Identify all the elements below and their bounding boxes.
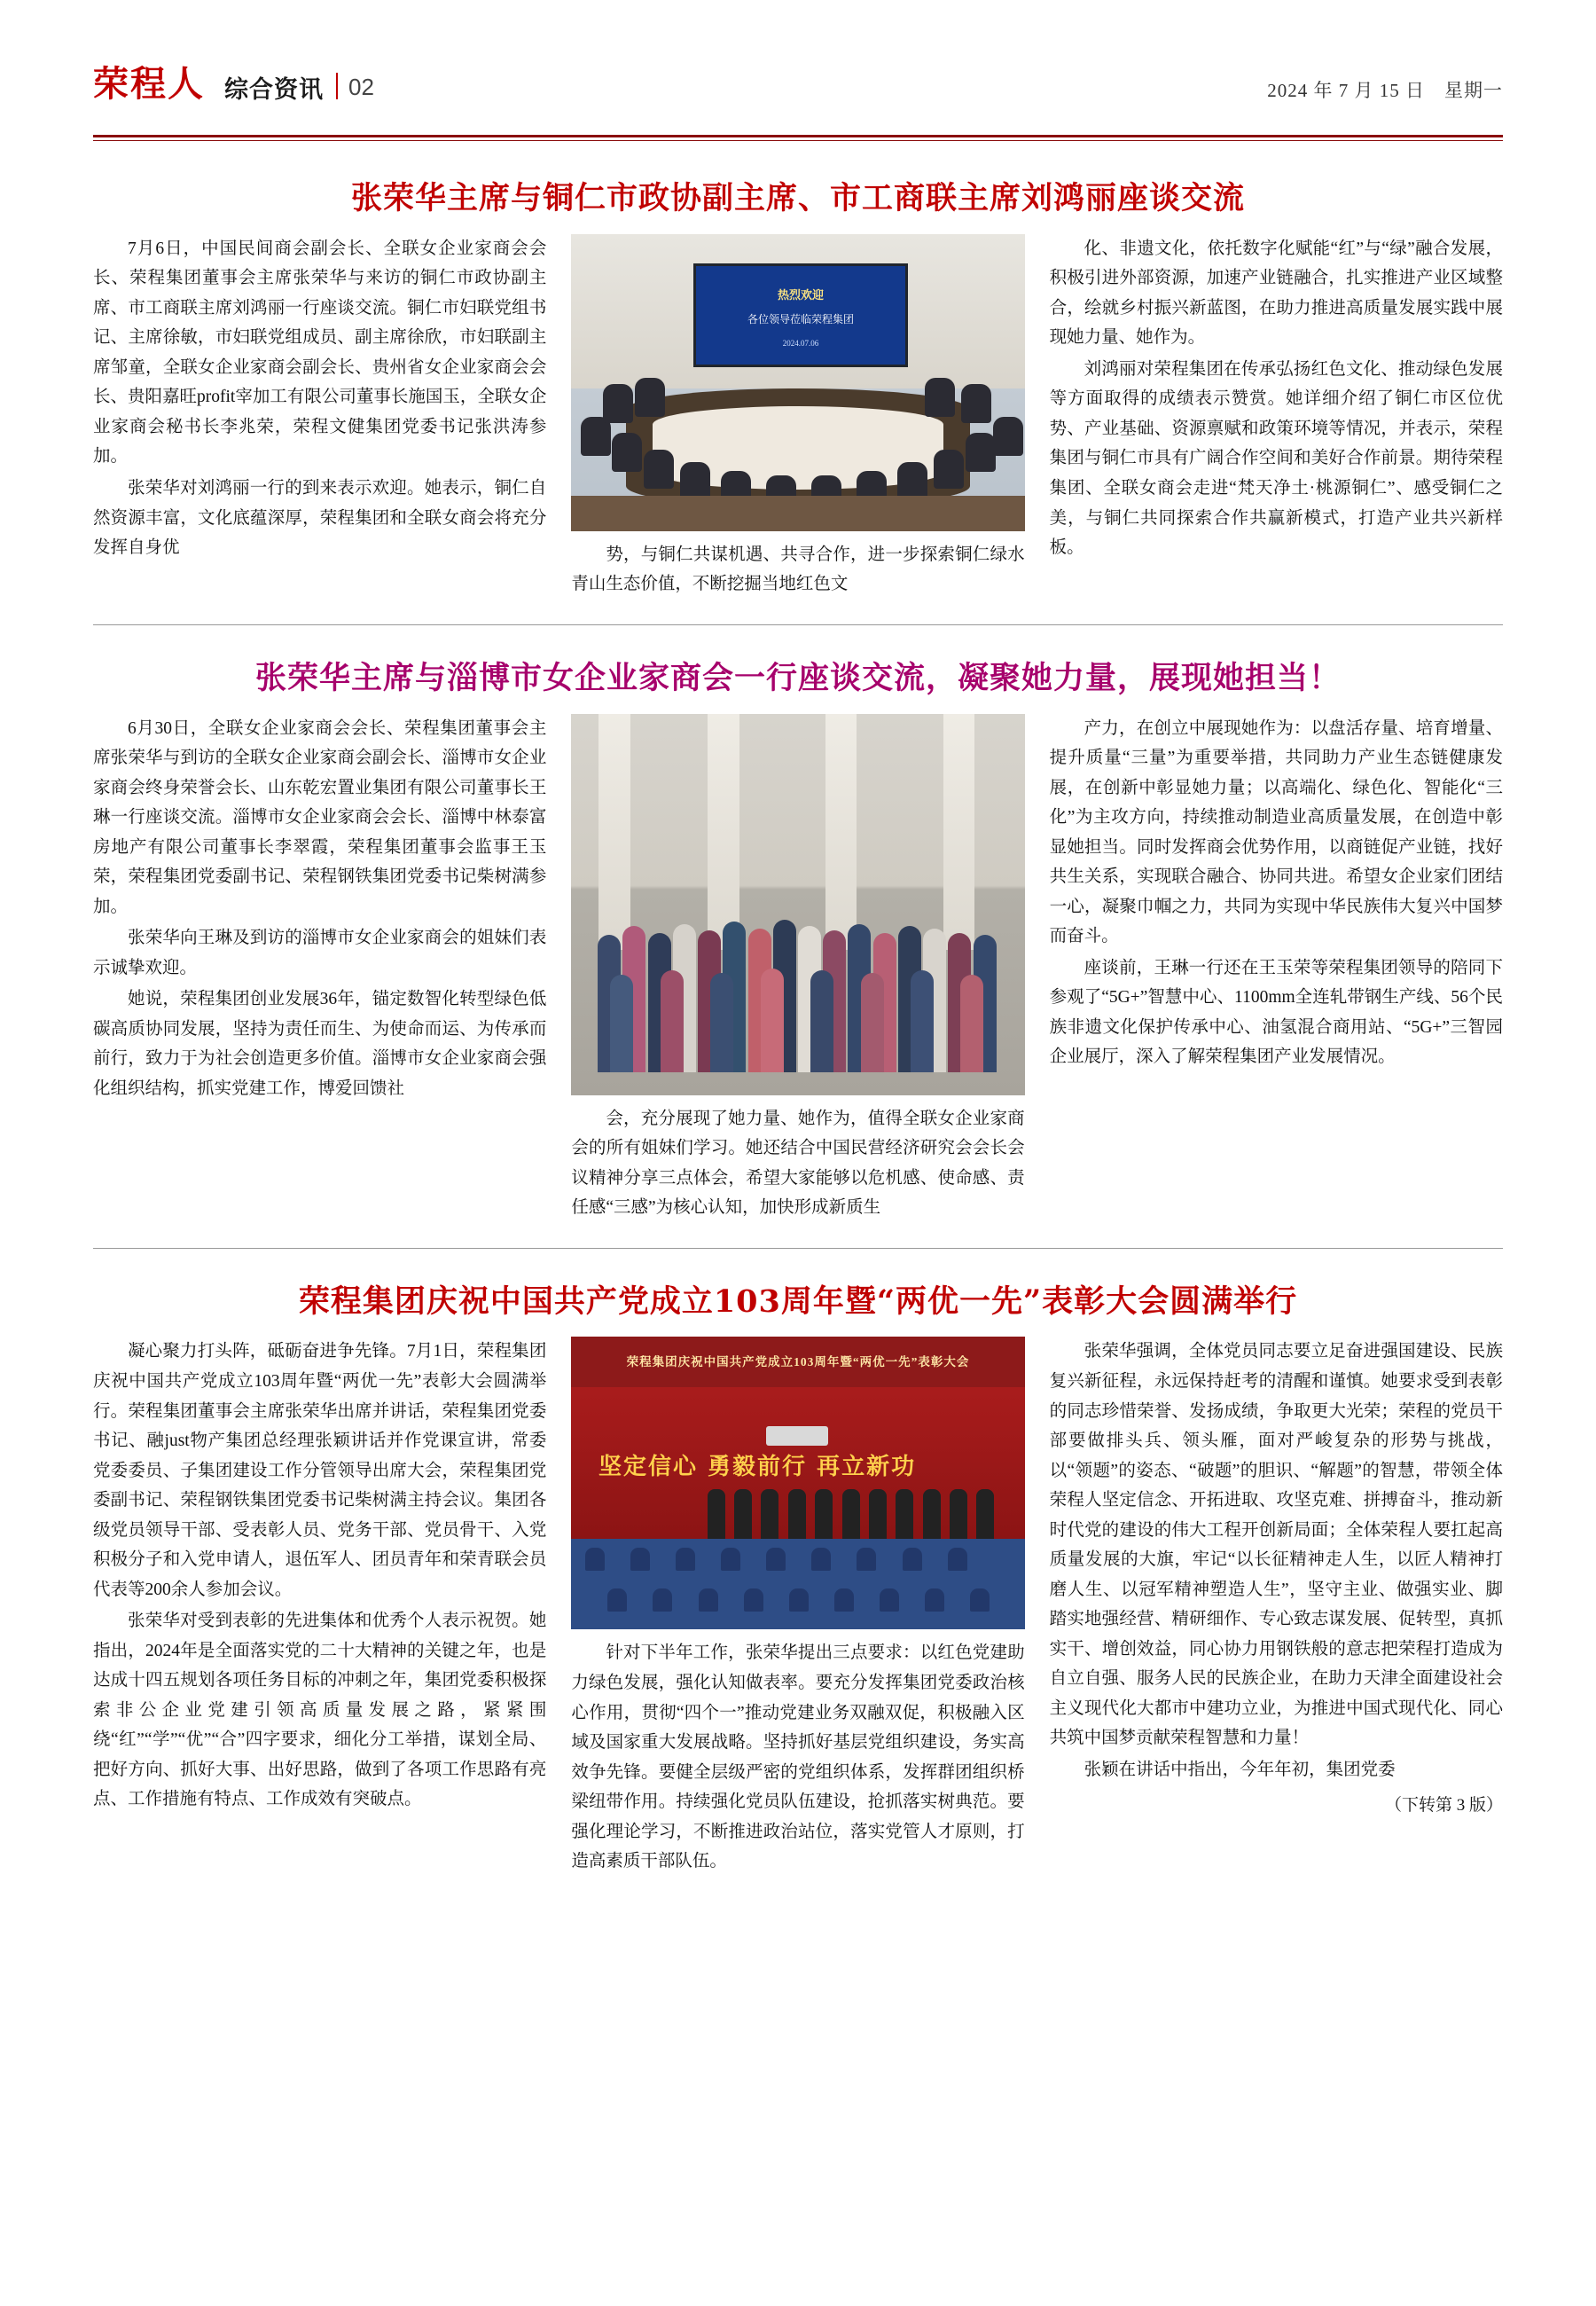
article-2 [93,625,1503,1225]
paragraph: 张荣华强调，全体党员同志要立足奋进强国建设、民族复兴新征程，永远保持赶考的清醒和谨慎。她要求受到表彰的同志珍惜荣誉、发扬成绩，争取更大光荣；荣程的党员干部要做排头兵、领头雁，面对严峻复杂的形势与挑战，以“领题”的姿态、“破题”的胆识、“解题”的智慧，带领全体荣程人坚定信念、开拓进取、攻坚克难、拼搏奋斗，推动新时代党的建设的伟大工程开创新局面；全体荣程人要扛起高质量发展的大旗，牢记“以长征精神走人生，以匠人精神打磨人生、以冠军精神塑造人生”，坚守主业、做强实业、脚踏实地强经营、精研细作、专心致志谋发展、促转型，真抓实干、增创效益，同心协力用钢铁般的意志把荣程打造成为自立自强、服务人民的民族企业，在助力天津全面建设社会主义现代化大都市中建功立业，为推进中国式现代化、同心共筑中国梦贡献荣程智慧和力量！ [1049,1342,1503,1748]
company-logo [766,1426,828,1446]
group-members [590,851,1006,1071]
paragraph: 会，充分展现了她力量、她作为，值得全联女企业家商会的所有姐妹们学习。她还结合中国民营经济研究会会长会议精神分享三点体会，希望大家能够以危机感、使命感、责任感“三感”为核心认知，加快形成新质生 [571,1109,1025,1218]
paragraph: 张荣华对刘鸿丽一行的到来表示欢迎。她表示，铜仁自然资源丰富，文化底蕴深厚，荣程集团和全联女商会将充分发挥自身优 [93,479,547,558]
article-2-col-3 [1050,714,1503,1225]
awardees-row [708,1489,1006,1539]
group-photo [571,714,1024,1095]
article-2-headline: 张荣华主席与淄博市女企业家商会一行座谈交流，凝聚她力量，展现她担当！ [254,659,1341,696]
presentation-screen [693,263,907,367]
paragraph: 化、非遗文化，依托数字化赋能“红”与“绿”融合发展，积极引进外部资源，加速产业链融合，扎实推进产业区域整合，绘就乡村振兴新蓝图，在助力推进高质量发展实践中展现她力量、她作为。 [1049,239,1503,348]
continued-note: （下转第 3 版） [1384,1796,1503,1816]
screen-welcome-line: 热烈欢迎 [777,288,824,302]
article-3-col-3 [1050,1337,1503,1878]
article-3-headline: 荣程集团庆祝中国共产党成立103周年暨“两优一先”表彰大会圆满举行 [298,1282,1298,1320]
publication-logo: 荣程人 [93,63,205,105]
article-3 [93,1249,1503,1879]
photo-floor [571,496,1024,531]
paragraph: 刘鸿丽对荣程集团在传承弘扬红色文化、推动绿色发展等方面取得的成绩表示赞赏。她详细介绍了铜仁市区位优势、产业基础、资源禀赋和政策环境等情况，并表示，荣程集团与铜仁市具有广阔合作空间和美好合作前景。期待荣程集团、全联女商会走进“梵天净土·桃源铜仁”、感受铜仁之美，与铜仁共同探索合作共赢新模式，打造产业共兴新样板。 [1049,359,1503,558]
paragraph: 6月30日，全联女企业家商会会长、荣程集团董事会主席张荣华与到访的全联女企业家商会副会长、淄博市女企业家商会终身荣誉会长、山东乾宏置业集团有限公司董事长王琳一行座谈交流。淄博市女企业家商会会长、淄博中林泰富房地产有限公司董事长李翠霞，荣程集团董事会监事王玉荣，荣程集团党委副书记、荣程钢铁集团党委书记柴树满参加。 [93,718,547,916]
masthead [93,0,1503,133]
screen-subtitle-line: 各位领导莅临荣程集团 [747,312,854,326]
paragraph: 凝心聚力打头阵，砥砺奋进争先锋。7月1日，荣程集团庆祝中国共产党成立103周年暨“两优一先”表彰大会圆满举行。荣程集团董事会主席张荣华出席并讲话，荣程集团党委书记、融just物产集团总经理张颖讲话并作党课宣讲，常委党委委员、子集团建设工作分管领导出席大会，荣程集团党委副书记、荣程钢铁集团党委书记柴树满主持会议。集团各级党员领导干部、受表彰人员、党务干部、党员骨干、入党积极分子和入党申请人，退伍军人、团员青年和荣青联会员代表等200余人参加会议。 [93,1342,547,1599]
stage-slogan: 坚定信心 勇毅前行 再立新功 [598,1454,917,1481]
article-1-col-3 [1050,234,1503,601]
article-2-col-1 [93,714,546,1225]
article-2-columns [93,714,1503,1225]
paragraph: 她说，荣程集团创业发展36年，锚定数智化转型绿色低碳高质协同发展，坚持为责任而生、为使命而运、为传承而前行，致力于为社会创造更多价值。淄博市女企业家商会强化组织结构，抓实党建工作，博爱回馈社 [93,990,547,1098]
article-2-col-2 [571,714,1024,1225]
section-title: 综合资讯 [224,75,324,103]
article-1-columns [93,234,1503,601]
paragraph: 产力，在创立中展现她作为：以盘活存量、培育增量、提升质量“三量”为重要举措，共同助力产业生态链健康发展，在创新中彰显她力量；以高端化、绿色化、智能化“三化”为主攻方向，持续推动制造业高质量发展，在创造中彰显她担当。同时发挥商会优势作用，以商链促产业链，找好共生关系，实现联合融合、协同共进。希望女企业家们团结一心，凝聚巾帼之力，共同为实现中华民族伟大复兴中国梦而奋斗。 [1049,718,1503,946]
issue-date: 2024 年 7 月 15 日 星期一 [1267,80,1503,101]
article-3-col-1 [93,1337,546,1878]
article-3-col-2 [571,1337,1024,1878]
paragraph: 针对下半年工作，张荣华提出三点要求：以红色党建助力绿色发展，强化认知做表率。要充分发挥集团党委政治核心作用，贯彻“四个一”推动党建业务双融双促，积极融入区域及国家重大发展战略。坚持抓好基层党组织建设，务实高效争先锋。要健全层级严密的党组织体系，发挥群团组织桥梁纽带作用。持续强化党员队伍建设，抢抓落实树典范。要强化理论学习，不断推进政治站位，落实党管人才原则，打造高素质干部队伍。 [571,1643,1025,1871]
paragraph: 7月6日，中国民间商会副会长、全联女企业家商会会长、荣程集团董事会主席张荣华与来访的铜仁市政协副主席、市工商联主席刘鸿丽一行座谈交流。铜仁市妇联党组书记、主席徐敏，市妇联党组成员、副主席徐欣，市妇联副主席邹童，全联女企业家商会副会长、贵州省女企业家商会会长、贵阳嘉旺profit宰加工有限公司董事长施国玉，全联女企业家商会秘书长李兆荣，荣程文健集团党委书记张洪涛参加。 [93,239,547,467]
screen-date-line: 2024.07.06 [782,338,819,348]
paragraph: 势，与铜仁共谋机遇、共寻合作，进一步探索铜仁绿水青山生态价值，不断挖掘当地红色文 [571,545,1025,594]
paragraph: 张荣华对受到表彰的先进集体和优秀个人表示祝贺。她指出，2024年是全面落实党的二十大精神的关键之年，也是达成十四五规划各项任务目标的冲刺之年，集团党委积极探索非公企业党建引领高质量发展之路，紧紧围绕“红”“学”“优”“合”四字要求，细化分工举措，谋划全局、把好方向、抓好大事、出好思路，做到了各项工作思路有亮点、工作措施有特点、工作成效有突破点。 [93,1612,547,1809]
stage-banner-text: 荣程集团庆祝中国共产党成立103周年暨“两优一先”表彰大会 [571,1337,1024,1386]
article-3-columns [93,1337,1503,1878]
paragraph: 座谈前，王琳一行还在王玉荣等荣程集团领导的陪同下参观了“5G+”智慧中心、1100mm全连轧带钢生产线、56个民族非遗文化保护传承中心、油氢混合商用站、“5G+”三智园企业展厅，深入了解荣程集团产业发展情况。 [1049,958,1503,1067]
meeting-room-photo [571,234,1024,531]
audience-seating [571,1539,1024,1629]
article-1 [93,133,1503,601]
article-1-headline: 张荣华主席与铜仁市政协副主席、市工商联主席刘鸿丽座谈交流 [350,180,1245,216]
paragraph: 张荣华向王琳及到访的淄博市女企业家商会的姐妹们表示诚挚欢迎。 [93,929,547,977]
article-1-col-1 [93,234,546,601]
award-ceremony-photo [571,1337,1024,1629]
page-number: 02 [348,73,374,100]
article-1-col-2 [571,234,1024,601]
paragraph: 张颖在讲话中指出，今年年初，集团党委 [1084,1760,1396,1779]
masthead-divider [336,73,338,99]
